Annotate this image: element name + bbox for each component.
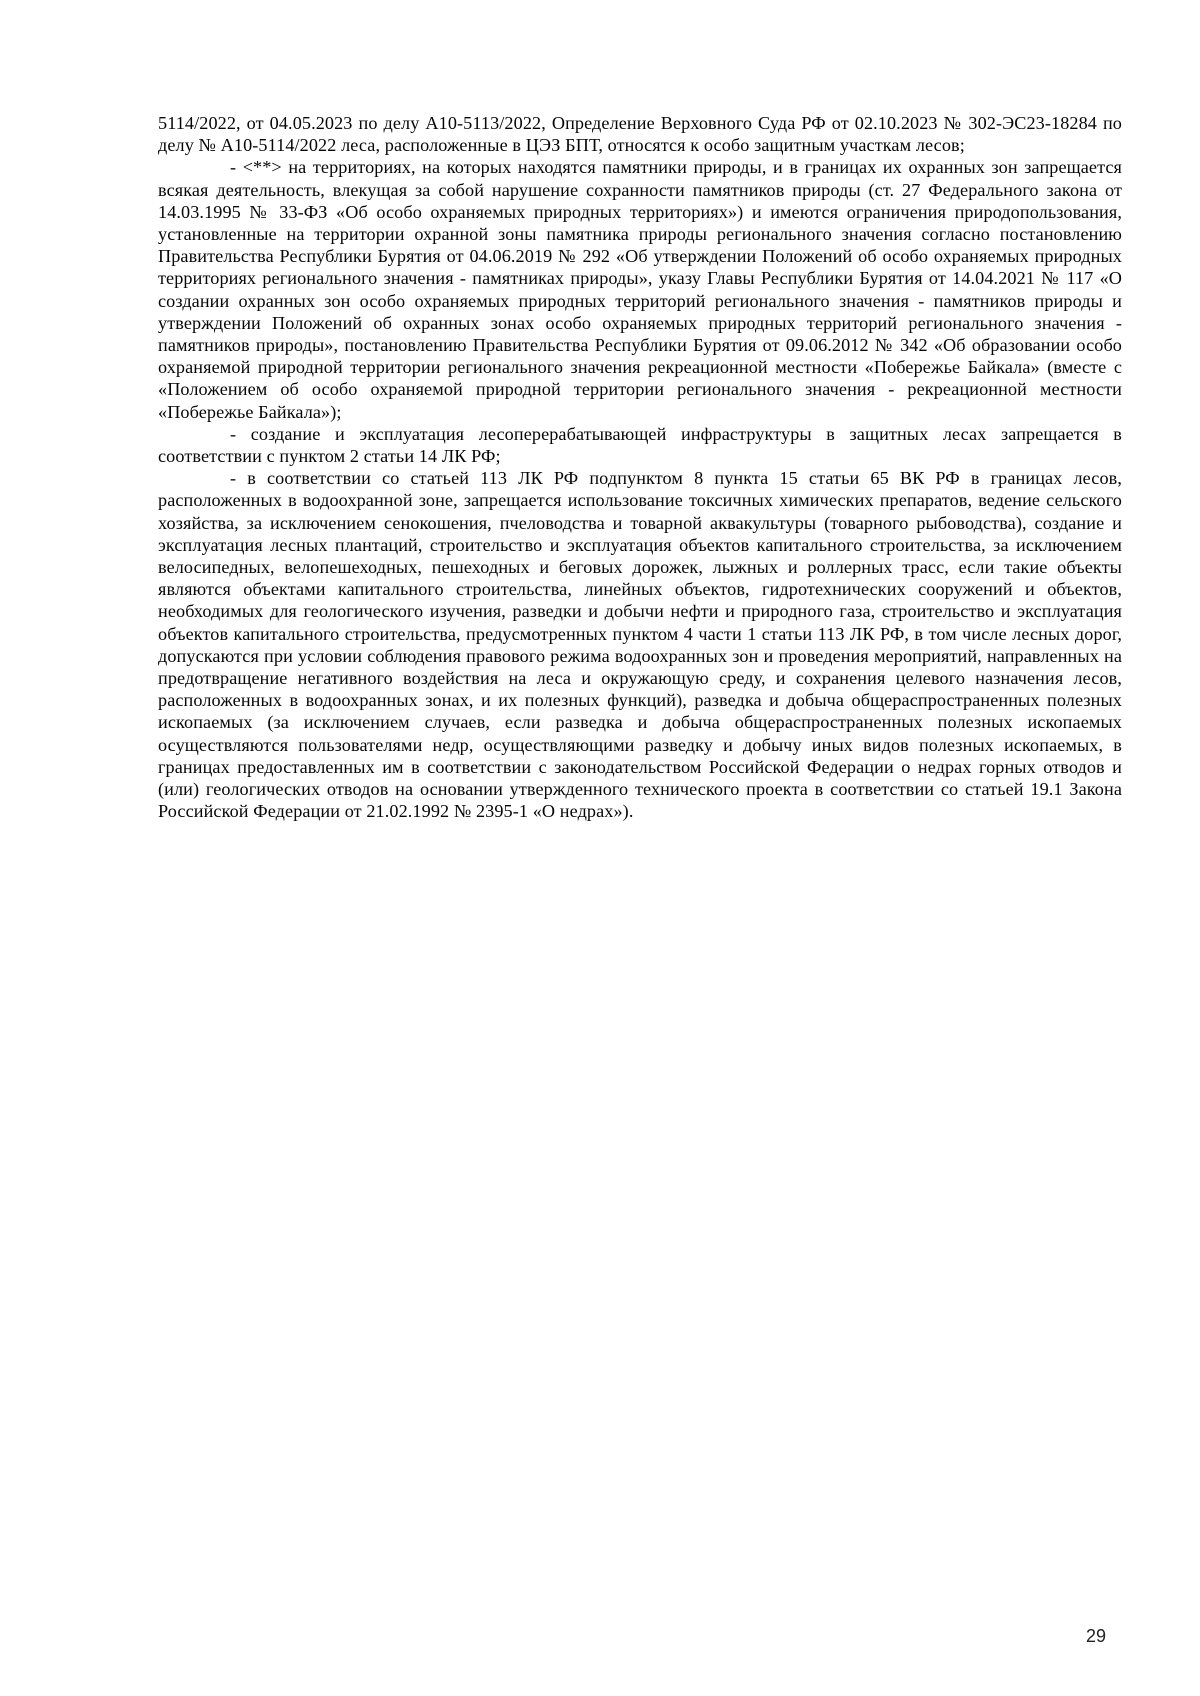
paragraph-continuation: 5114/2022, от 04.05.2023 по делу А10-5113/2022, Определение Верховного Суда РФ от 02.10.2023 № 302-ЭС23-18284 по делу № А10-5114/2022 леса, расположенные в ЦЭЗ БПТ, относятся к особо защитным участкам лесов; (158, 113, 1122, 156)
page-number: 29 (1086, 1626, 1107, 1646)
paragraph-nature-monuments: - <**> на территориях, на которых находятся памятники природы, и в границах их охранных зон запрещается всякая деятельность, влекущая за собой нарушение сохранности памятников природы (ст. 27 Федерального закона от 14.03.1995 № 33-ФЗ «Об особо охраняемых природных территориях») и имеются ограничения природопользования, установленные на территории охранной зоны памятника природы регионального значения согласно постановлению Правительства Республики Бурятия от 04.06.2019 № 292 «Об утверждении Положений об особо охраняемых природных территориях регионального значения - памятниках природы», указу Главы Республики Бурятия от 14.04.2021 № 117 «О создании охранных зон особо охраняемых природных территорий регионального значения - памятников природы и утверждении Положений об охранных зонах особо охраняемых природных территорий регионального значения - памятников природы», постановлению Правительства Республики Бурятия от 09.06.2012 № 342 «Об образовании особо охраняемой природной территории регионального значения рекреационной местности «Побережье Байкала» (вместе с «Положением об особо охраняемой природной территории регионального значения - рекреационной местности «Побережье Байкала»); (158, 157, 1122, 422)
paragraph-water-protection-zone: - в соответствии со статьей 113 ЛК РФ подпунктом 8 пункта 15 статьи 65 ВК РФ в границах лесов, расположенных в водоохранной зоне, запрещается использование токсичных химических препаратов, ведение сельского хозяйства, за исключением сенокошения, пчеловодства и товарной аквакультуры (товарного рыбоводства), создание и эксплуатация лесных плантаций, строительство и эксплуатация объектов капитального строительства, за исключением велосипедных, велопешеходных, пешеходных и беговых дорожек, лыжных и роллерных трасс, если такие объекты являются объектами капитального строительства, линейных объектов, гидротехнических сооружений и объектов, необходимых для геологического изучения, разведки и добычи нефти и природного газа, строительство и эксплуатация объектов капитального строительства, предусмотренных пунктом 4 части 1 статьи 113 ЛК РФ, в том числе лесных дорог, допускаются при условии соблюдения правового режима водоохранных зон и проведения мероприятий, направленных на предотвращение негативного воздействия на леса и окружающую среду, и сохранения целевого назначения лесов, расположенных в водоохранных зонах, и их полезных функций), разведка и добыча общераспространенных полезных ископаемых (за исключением случаев, если разведка и добыча общераспространенных полезных ископаемых осуществляются пользователями недр, осуществляющими разведку и добычу иных видов полезных ископаемых, в границах предоставленных им в соответствии с законодательством Российской Федерации о недрах горных отводов и (или) геологических отводов на основании утвержденного технического проекта в соответствии со статьей 19.1 Закона Российской Федерации от 21.02.1992 № 2395-1 «О недрах»). (158, 468, 1122, 822)
paragraph-wood-processing: - создание и эксплуатация лесоперерабатывающей инфраструктуры в защитных лесах запрещается в соответствии с пунктом 2 статьи 14 ЛК РФ; (158, 423, 1122, 467)
document-body (158, 112, 1122, 823)
